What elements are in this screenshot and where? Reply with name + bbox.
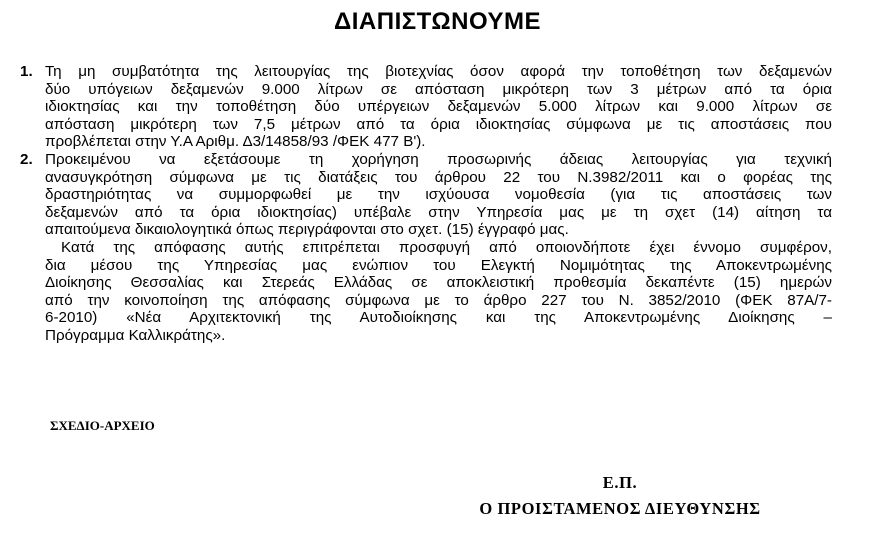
text-line: απόσταση μικρότερη των 7,5 μέτρων από τα όρια ιδιοκτησίας σύμφωνα με τις αποστάσεις που bbox=[45, 115, 832, 133]
item-text bbox=[45, 63, 832, 151]
document-body bbox=[20, 63, 832, 345]
text-line: δεξαμενών από τα όρια ιδιοκτησίας) υπέβαλε στην Υπηρεσία μας με τη σχετ (14) αίτηση τα bbox=[45, 203, 832, 221]
text-line: Πρόγραμμα Καλλικράτης». bbox=[45, 326, 226, 344]
text-line: από την κοινοποίηση της απόφασης σύμφωνα με το άρθρο 227 του Ν. 3852/2010 (ΦΕΚ 87Α/7- bbox=[45, 291, 832, 309]
text-line: δραστηριότητας να συμμορφωθεί με την ισχύουσα νομοθεσία (για τις αποστάσεις των bbox=[45, 186, 832, 204]
text-line: 6-2010) «Νέα Αρχιτεκτονική της Αυτοδιοίκησης και της Αποκεντρωμένης Διοίκησης – bbox=[45, 309, 832, 327]
text-line: ανασυγκρότηση σύμφωνα με τις διατάξεις του άρθρου 22 του Ν.3982/2011 και ο φορέας της bbox=[45, 168, 832, 186]
text-line: προβλέπεται στην Υ.Α Αριθμ. Δ3/14858/93 /ΦΕΚ 477 Β'). bbox=[45, 133, 426, 151]
text-line: ιδιοκτησίας και την τοποθέτηση δύο υπέργειων δεξαμενών 5.000 λίτρων και 9.000 λίτρων σε bbox=[45, 98, 832, 116]
text-line: απαιτούμενα δικαιολογητικά όπως περιγράφονται στο σχετ. (15) έγγραφό μας. bbox=[45, 221, 569, 239]
item-number: 2. bbox=[20, 150, 33, 168]
signature-title: Ο ΠΡΟΙΣΤΑΜΕΝΟΣ ΔΙΕΥΘΥΝΣΗΣ bbox=[479, 499, 761, 518]
text-line: Τη μη συμβατότητα της λειτουργίας της βιοτεχνίας όσον αφορά την τοποθέτηση των δεξαμενών bbox=[45, 63, 832, 80]
item-text bbox=[45, 151, 832, 239]
text-line: δύο υπόγειων δεξαμενών 9.000 λίτρων σε απόσταση μικρότερη των 3 μέτρων από τα όρια bbox=[45, 80, 832, 98]
numbered-item-1 bbox=[20, 63, 832, 151]
signature-on-behalf: Ε.Π. bbox=[602, 473, 638, 492]
document-title: ΔΙΑΠΙΣΤΩΝΟΥΜΕ bbox=[334, 8, 541, 35]
draft-archive-label: ΣΧΕΔΙΟ-ΑΡΧΕΙΟ bbox=[50, 418, 155, 433]
text-line: Διοίκησης Θεσσαλίας και Στερεάς Ελλάδας σε αποκλειστική προθεσμία δεκαπέντε (15) ημερών bbox=[45, 274, 832, 292]
item-number: 1. bbox=[20, 63, 33, 80]
appeal-paragraph bbox=[20, 239, 832, 345]
numbered-item-2 bbox=[20, 151, 832, 239]
signature-block bbox=[440, 470, 800, 522]
text-line: Κατά της απόφασης αυτής επιτρέπεται προσφυγή από οποιονδήποτε έχει έννομο συμφέρον, bbox=[61, 238, 832, 256]
text-line: δια μέσου της Υπηρεσίας μας ενώπιον του Ελεγκτή Νομιμότητας της Αποκεντρωμένης bbox=[45, 256, 832, 274]
text-line: Προκειμένου να εξετάσουμε τη χορήγηση προσωρινής άδειας λειτουργίας για τεχνική bbox=[45, 150, 832, 168]
